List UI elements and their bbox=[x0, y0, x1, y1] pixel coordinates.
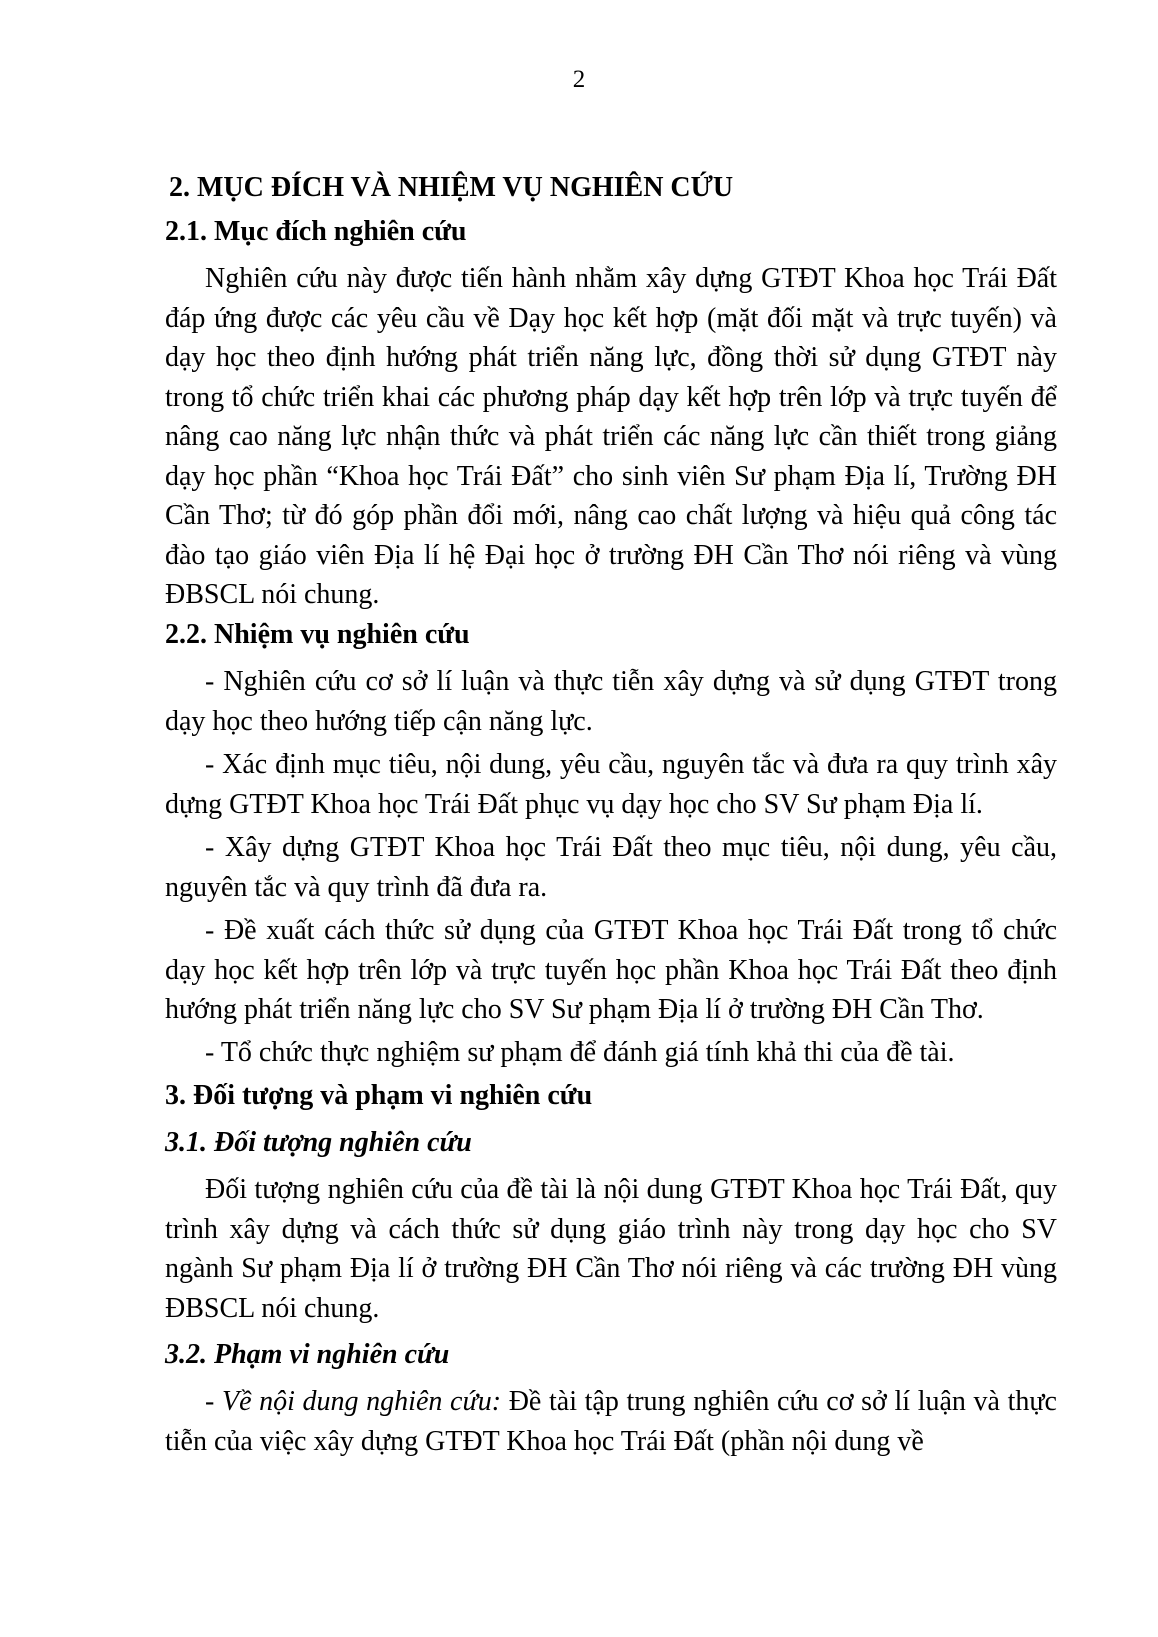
section-3-heading: 3. Đối tượng và phạm vi nghiên cứu bbox=[165, 1080, 593, 1111]
task-item-1: - Nghiên cứu cơ sở lí luận và thực tiễn xây dựng và sử dụng GTĐT trong dạy học theo hướng tiếp cận năng lực. bbox=[165, 666, 1057, 737]
purpose-paragraph: Nghiên cứu này được tiến hành nhằm xây dựng GTĐT Khoa học Trái Đất đáp ứng được các yêu cầu về Dạy học kết hợp (mặt đối mặt và trực tuyến) và dạy học theo định hướng phát triển năng lực, đồng thời sử dụng GTĐT này trong tổ chức triển khai các phương pháp dạy kết hợp trên lớp và trực tuyến để nâng cao năng lực nhận thức và phát triển các năng lực cần thiết trong giảng dạy học phần “Khoa học Trái Đất” cho sinh viên Sư phạm Địa lí, Trường ĐH Cần Thơ; từ đó góp phần đổi mới, nâng cao chất lượng và hiệu quả công tác đào tạo giáo viên Địa lí hệ Đại học ở trường ĐH Cần Thơ nói riêng và vùng ĐBSCL nói chung. bbox=[165, 263, 1057, 610]
subsection-2-2-heading: 2.2. Nhiệm vụ nghiên cứu bbox=[165, 619, 470, 650]
subsection-2-1-heading: 2.1. Mục đích nghiên cứu bbox=[165, 216, 467, 247]
subsection-3-1-heading: 3.1. Đối tượng nghiên cứu bbox=[165, 1127, 472, 1158]
section-2-heading: 2. MỤC ĐÍCH VÀ NHIỆM VỤ NGHIÊN CỨU bbox=[169, 172, 734, 203]
scope-paragraph bbox=[165, 1382, 1057, 1461]
task-item-2: - Xác định mục tiêu, nội dung, yêu cầu, nguyên tắc và đưa ra quy trình xây dựng GTĐT Khoa học Trái Đất phục vụ dạy học cho SV Sư phạm Địa lí. bbox=[165, 749, 1057, 820]
page-number: 2 bbox=[572, 66, 586, 93]
task-item-5: - Tổ chức thực nghiệm sư phạm để đánh giá tính khả thi của đề tài. bbox=[205, 1037, 955, 1068]
object-paragraph: Đối tượng nghiên cứu của đề tài là nội dung GTĐT Khoa học Trái Đất, quy trình xây dựng và cách thức sử dụng giáo trình này trong dạy học cho SV ngành Sư phạm Địa lí ở trường ĐH Cần Thơ nói riêng và các trường ĐH vùng ĐBSCL nói chung. bbox=[165, 1174, 1057, 1324]
task-item-3: - Xây dựng GTĐT Khoa học Trái Đất theo mục tiêu, nội dung, yêu cầu, nguyên tắc và quy trình đã đưa ra. bbox=[165, 832, 1057, 903]
document-body bbox=[165, 168, 1057, 1461]
scope-label: - Về nội dung nghiên cứu: bbox=[205, 1386, 502, 1417]
scope-text: Đề tài tập trung nghiên cứu cơ sở lí luận và thực tiễn của việc xây dựng GTĐT Khoa học Trái Đất (phần nội dung về bbox=[165, 1386, 1057, 1457]
subsection-3-2-heading: 3.2. Phạm vi nghiên cứu bbox=[165, 1339, 450, 1370]
task-item-4: - Đề xuất cách thức sử dụng của GTĐT Khoa học Trái Đất trong tổ chức dạy học kết hợp trên lớp và trực tuyến học phần Khoa học Trái Đất theo định hướng phát triển năng lực cho SV Sư phạm Địa lí ở trường ĐH Cần Thơ. bbox=[165, 915, 1057, 1025]
